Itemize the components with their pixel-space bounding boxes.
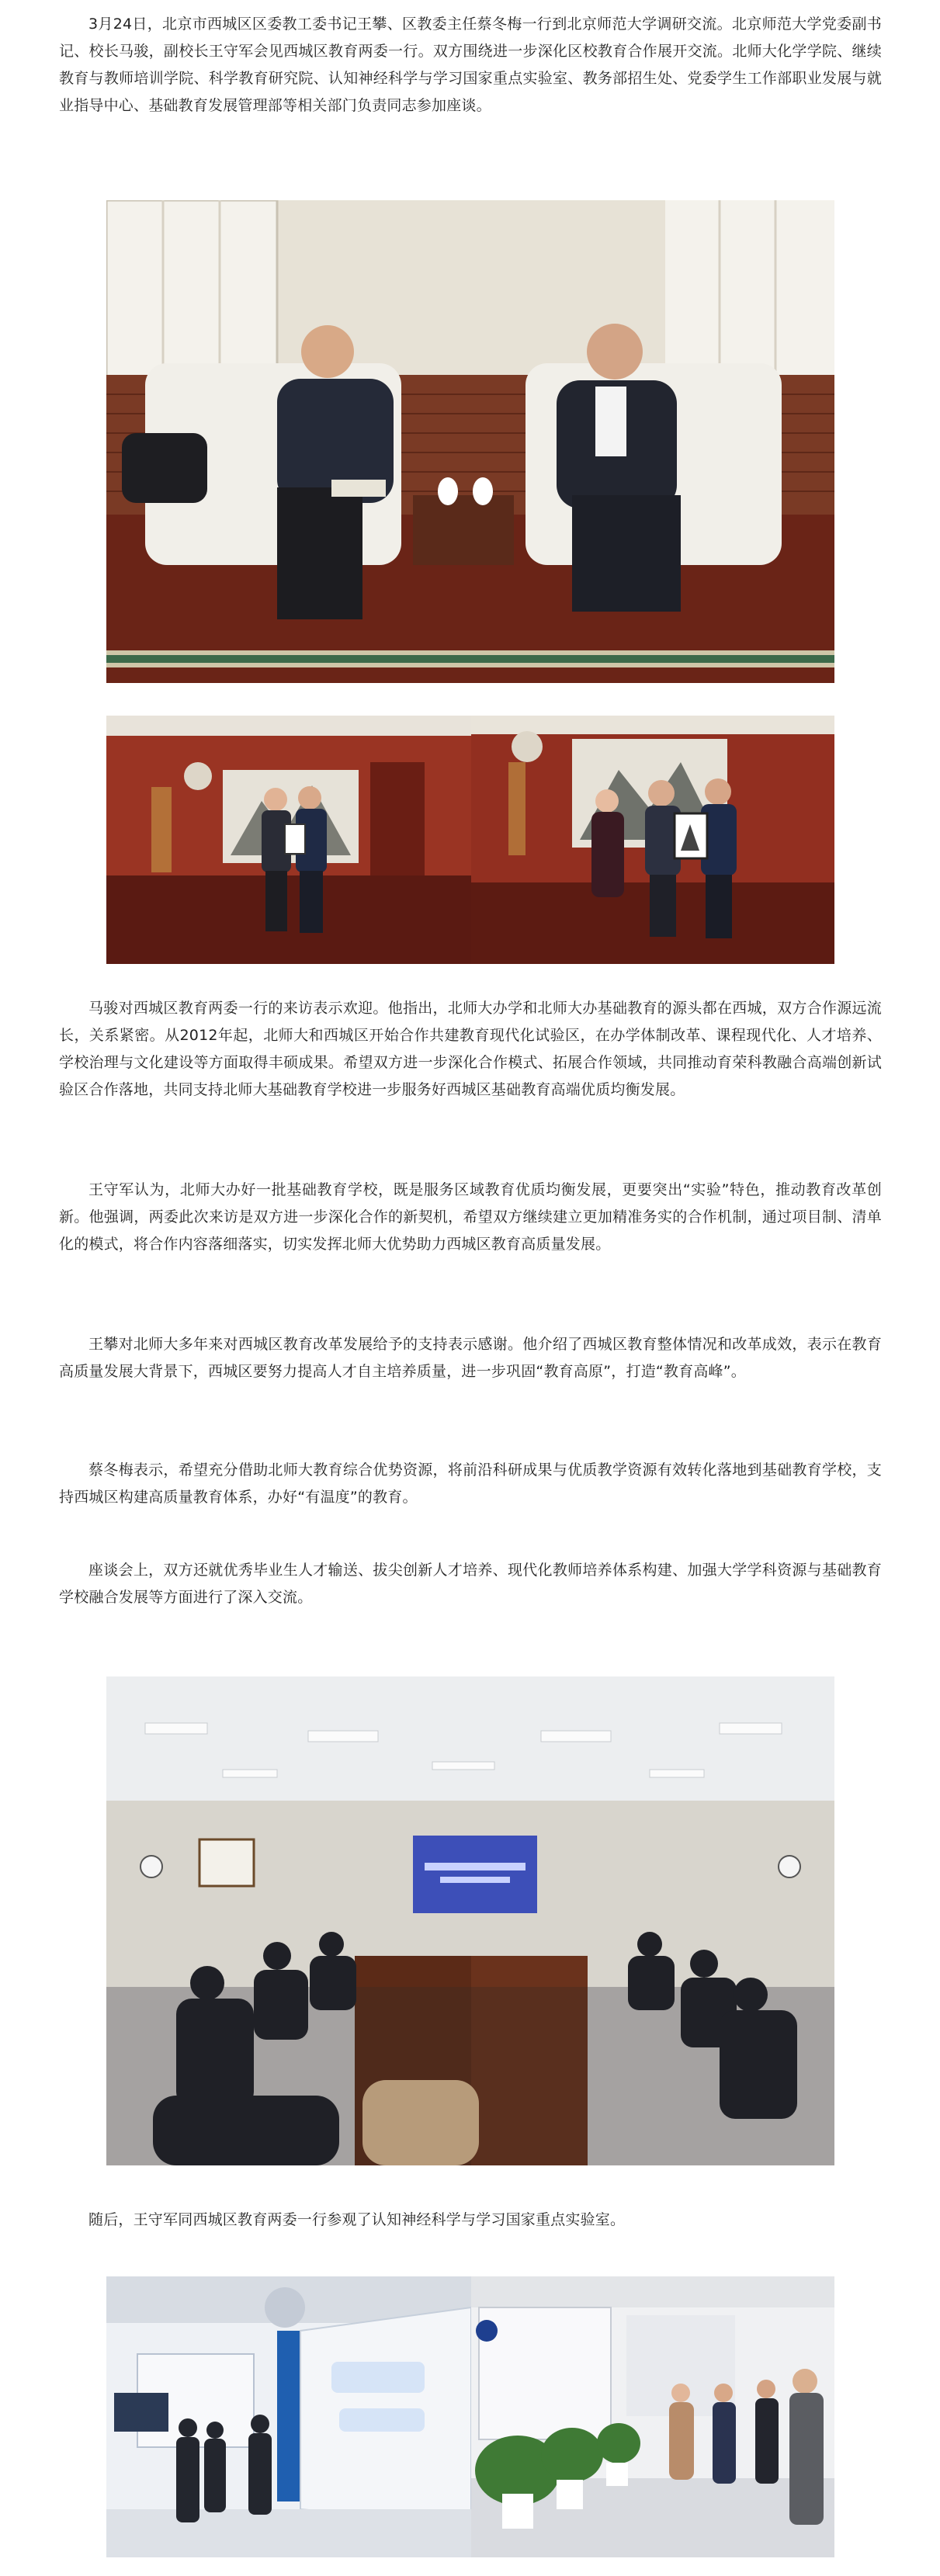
article-paragraph-intro: 3月24日，北京市西城区区委教工委书记王攀、区教委主任蔡冬梅一行到北京师范大学调研交流。北京师范大学党委副书记、校长马骏，副校长王守军会见西城区教育两委一行。双方围绕进一步深化区校教育合作展开交流。北师大化学学院、继续教育与教师培训学院、科学教育研究院、认知神经科学与学习国家重点实验室、教务部招生处、党委学生工作部职业发展与就业指导中心、基础教育发展管理部等相关部门负责同志参加座谈。 (59, 16, 882, 114)
article-paragraph-wang-shoujun: 王守军认为，北师大办好一批基础教育学校，既是服务区域教育优质均衡发展，更要突出“实验”特色，推动教育改革创新。他强调，两委此次来访是双方进一步深化合作的新契机，希望双方继续建立更加精准务实的合作机制，通过项目制、清单化的模式，将合作内容落细落实，切实发挥北师大优势助力西城区教育高质量发展。 (59, 1181, 882, 1253)
article-paragraph-lab-visit: 随后，王守军同西城区教育两委一行参观了认知神经科学与学习国家重点实验室。 (88, 2211, 626, 2228)
article-paragraph-ma-jun: 马骏对西城区教育两委一行的来访表示欢迎。他指出，北师大办学和北师大办基础教育的源头都在西城，双方合作源远流长，关系紧密。从2012年起，北师大和西城区开始合作共建教育现代化试验区，在办学体制改革、课程现代化、人才培养、学校治理与文化建设等方面取得丰硕成果。希望双方进一步深化合作模式、拓展合作领域，共同推动育荣科教融合高端创新试验区合作落地，共同支持北师大基础教育学校进一步服务好西城区基础教育高端优质均衡发展。 (59, 1000, 882, 1098)
article-paragraph-wang-pan: 王攀对北师大多年来对西城区教育改革发展给予的支持表示感谢。他介绍了西城区教育整体情况和改革成效，表示在教育高质量发展大背景下，西城区要努力提高人才自主培养质量，进一步巩固“教育高原”，打造“教育高峰”。 (59, 1336, 882, 1380)
article-paragraph-cai-dongmei: 蔡冬梅表示，希望充分借助北师大教育综合优势资源，将前沿科研成果与优质教学资源有效转化落地到基础教育学校，支持西城区构建高质量教育体系，办好“有温度”的教育。 (59, 1461, 882, 1506)
conference-room-photo (106, 1676, 834, 2165)
meeting-sofa-photo (106, 200, 834, 683)
lab-visit-photo-left (106, 2276, 471, 2557)
lab-visit-photo-right (471, 2276, 834, 2557)
gift-presentation-photo-right (471, 716, 834, 964)
gift-presentation-photo-left (106, 716, 471, 964)
article-paragraph-discussion: 座谈会上，双方还就优秀毕业生人才输送、拔尖创新人才培养、现代化教师培养体系构建、加强大学学科资源与基础教育学校融合发展等方面进行了深入交流。 (59, 1562, 882, 1606)
